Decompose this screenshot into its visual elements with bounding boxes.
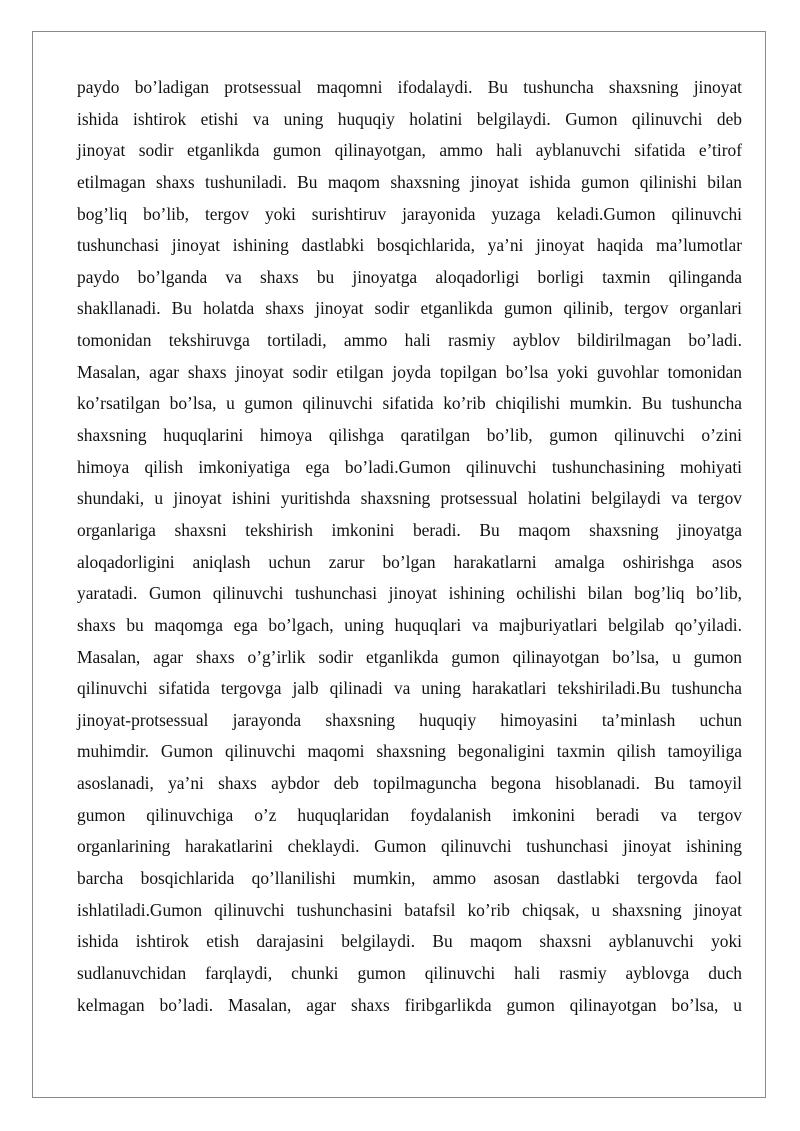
- text-line: shaxsning huquqlarini himoya qilishga qaratilgan bo’lib, gumon qilinuvchi o’zini: [77, 425, 742, 446]
- text-line: ko’rsatilgan bo’lsa, u gumon qilinuvchi sifatida ko’rib chiqilishi mumkin. Bu tushuncha: [77, 393, 742, 414]
- text-line: ishida ishtirok etish darajasini belgilaydi. Bu maqom shaxsni ayblanuvchi yoki: [77, 931, 742, 952]
- text-line: etilmagan shaxs tushuniladi. Bu maqom shaxsning jinoyat ishida gumon qilinishi bilan: [77, 171, 742, 192]
- text-line: ishlatiladi.Gumon qilinuvchi tushunchasini batafsil ko’rib chiqsak, u shaxsning jinoyat: [77, 899, 742, 920]
- text-line: yaratadi. Gumon qilinuvchi tushunchasi jinoyat ishining ochilishi bilan bog’liq bo’lib,: [77, 583, 742, 604]
- body-text: [77, 72, 742, 1021]
- text-line: shakllanadi. Bu holatda shaxs jinoyat sodir etganlikda gumon qilinib, tergov organlari: [77, 298, 742, 319]
- text-line: jinoyat-protsessual jarayonda shaxsning huquqiy himoyasini ta’minlash uchun: [77, 709, 742, 730]
- text-line: tushunchasi jinoyat ishining dastlabki bosqichlarida, ya’ni jinoyat haqida ma’lumotlar: [77, 235, 742, 256]
- text-line: organlarining harakatlarini cheklaydi. Gumon qilinuvchi tushunchasi jinoyat ishining: [77, 836, 742, 857]
- text-line: tomonidan tekshiruvga tortiladi, ammo hali rasmiy ayblov bildirilmagan bo’ladi.: [77, 330, 742, 351]
- text-line: aloqadorligini aniqlash uchun zarur bo’lgan harakatlarni amalga oshirishga asos: [77, 551, 742, 572]
- text-line: paydo bo’ladigan protsessual maqomni ifodalaydi. Bu tushuncha shaxsning jinoyat: [77, 77, 742, 97]
- text-line: kelmagan bo’ladi. Masalan, agar shaxs firibgarlikda gumon qilinayotgan bo’lsa, u: [77, 994, 742, 1015]
- text-line: paydo bo’lganda va shaxs bu jinoyatga aloqadorligi borligi taxmin qilinganda: [77, 266, 742, 287]
- text-line: gumon qilinuvchiga o’z huquqlaridan foydalanish imkonini beradi va tergov: [77, 804, 742, 825]
- text-line: shundaki, u jinoyat ishini yuritishda shaxsning protsessual holatini belgilaydi va tergov: [77, 488, 742, 509]
- text-line: shaxs bu maqomga ega bo’lgach, uning huquqlari va majburiyatlari belgilab qo’yiladi.: [77, 614, 742, 635]
- text-line: asoslanadi, ya’ni shaxs aybdor deb topilmaguncha begona hisoblanadi. Bu tamoyil: [77, 773, 742, 794]
- text-line: jinoyat sodir etganlikda gumon qilinayotgan, ammo hali ayblanuvchi sifatida e’tirof: [77, 140, 742, 161]
- text-line: sudlanuvchidan farqlaydi, chunki gumon qilinuvchi hali rasmiy ayblovga duch: [77, 962, 742, 983]
- text-line: qilinuvchi sifatida tergovga jalb qilinadi va uning harakatlari tekshiriladi.Bu tushuncha: [77, 678, 742, 699]
- text-line: barcha bosqichlarida qo’llanilishi mumkin, ammo asosan dastlabki tergovda faol: [77, 868, 742, 889]
- text-line: Masalan, agar shaxs o’g’irlik sodir etganlikda gumon qilinayotgan bo’lsa, u gumon: [77, 646, 742, 667]
- text-line: Masalan, agar shaxs jinoyat sodir etilgan joyda topilgan bo’lsa yoki guvohlar tomonidan: [77, 361, 742, 382]
- text-line: organlariga shaxsni tekshirish imkonini beradi. Bu maqom shaxsning jinoyatga: [77, 519, 742, 540]
- text-line: himoya qilish imkoniyatiga ega bo’ladi.Gumon qilinuvchi tushunchasining mohiyati: [77, 456, 742, 477]
- text-line: bog’liq bo’lib, tergov yoki surishtiruv jarayonida yuzaga keladi.Gumon qilinuvchi: [77, 203, 742, 224]
- text-line: muhimdir. Gumon qilinuvchi maqomi shaxsning begonaligini taxmin qilish tamoyiliga: [77, 741, 742, 762]
- text-line: ishida ishtirok etishi va uning huquqiy holatini belgilaydi. Gumon qilinuvchi deb: [77, 108, 742, 129]
